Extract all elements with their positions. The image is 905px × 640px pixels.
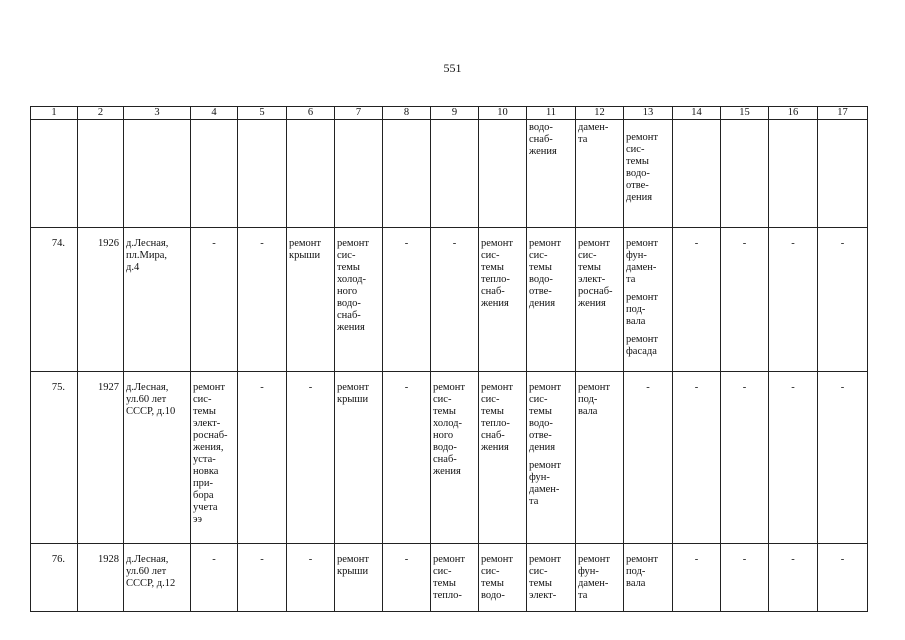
- cell-text-line: темы: [529, 262, 552, 273]
- cell-text-line: темы: [481, 578, 504, 589]
- cell-text-line: сис-: [481, 250, 500, 261]
- table-cell: [527, 544, 576, 612]
- table-cell: [527, 120, 576, 228]
- cell-text-line: водо-: [481, 590, 505, 601]
- table-cell: -: [769, 228, 818, 372]
- table-cell: -: [721, 372, 769, 544]
- cell-text-line: снаб-: [529, 134, 553, 145]
- cell-text-line: та: [626, 274, 636, 285]
- cell-text-line: при-: [193, 478, 213, 489]
- column-header: 1: [31, 107, 78, 120]
- table-cell: -: [624, 372, 673, 544]
- table-cell: -: [287, 372, 335, 544]
- table-cell: -: [769, 372, 818, 544]
- table-cell: -: [383, 544, 431, 612]
- table-cell: -: [287, 544, 335, 612]
- cell-text-line: ээ: [193, 514, 203, 525]
- cell-text-line: СССР, д.12: [126, 578, 176, 589]
- column-header: 2: [78, 107, 124, 120]
- table-cell: -: [431, 228, 479, 372]
- column-header: 11: [527, 107, 576, 120]
- cell-text-line: д.Лесная,: [126, 382, 169, 393]
- table-cell: [624, 228, 673, 372]
- table-cell: [479, 228, 527, 372]
- cell-text-line: темы: [481, 262, 504, 273]
- row-address: [124, 372, 191, 544]
- cell-text-line: сис-: [529, 250, 548, 261]
- column-header: 15: [721, 107, 769, 120]
- column-header: 4: [191, 107, 238, 120]
- table-cell: [576, 120, 624, 228]
- cell-text-line: дамен-: [578, 122, 609, 133]
- cell-text-line: темы: [193, 406, 216, 417]
- table-cell: -: [721, 544, 769, 612]
- table-cell: -: [818, 544, 868, 612]
- cell-text-line: вала: [626, 578, 646, 589]
- cell-text-line: жения: [481, 298, 509, 309]
- table-cell: -: [673, 228, 721, 372]
- continuation-row: [31, 120, 868, 228]
- column-header: 8: [383, 107, 431, 120]
- column-header: 17: [818, 107, 868, 120]
- cell-text-line: фасада: [626, 346, 657, 357]
- cell-text-line: СССР, д.10: [126, 406, 176, 417]
- cell-text-line: водо-: [433, 442, 457, 453]
- cell-text-line: водо-: [626, 168, 650, 179]
- table-row: [31, 544, 868, 612]
- table-cell: -: [818, 372, 868, 544]
- cell-text-line: ремонт: [626, 554, 659, 565]
- cell-text-line: ремонт: [193, 382, 226, 393]
- column-header: 5: [238, 107, 287, 120]
- cell-text-line: крыши: [289, 250, 321, 261]
- cell-text-line: снаб-: [433, 454, 457, 465]
- work-item: [529, 382, 573, 454]
- cell-text-line: пл.Мира,: [126, 250, 167, 261]
- cell-text-line: под-: [578, 394, 598, 405]
- cell-text-line: жения: [578, 298, 606, 309]
- table-cell: [287, 228, 335, 372]
- cell-text-line: та: [578, 590, 588, 601]
- work-item: [626, 334, 670, 358]
- column-header: 9: [431, 107, 479, 120]
- row-year: 1928: [78, 544, 124, 612]
- cell-text-line: жения: [433, 466, 461, 477]
- cell-text-line: темы: [481, 406, 504, 417]
- column-header: 6: [287, 107, 335, 120]
- table-cell: -: [238, 228, 287, 372]
- work-item: [626, 292, 670, 328]
- table-cell: [191, 372, 238, 544]
- column-number-row: [31, 107, 868, 120]
- cell-text-line: ремонт: [337, 554, 370, 565]
- table-cell: [431, 372, 479, 544]
- row-number: 75.: [31, 372, 78, 544]
- cell-text-line: снаб-: [481, 286, 505, 297]
- cell-text-line: ремонт: [337, 238, 370, 249]
- cell-text-line: бора: [193, 490, 214, 501]
- cell-text-line: дения: [529, 442, 556, 453]
- cell-text-line: темы: [529, 578, 552, 589]
- column-header: 13: [624, 107, 673, 120]
- cell-text-line: жения: [529, 146, 557, 157]
- cell-text-line: ремонт: [626, 132, 659, 143]
- cell-text-line: фун-: [578, 566, 599, 577]
- cell-text-line: дения: [626, 192, 653, 203]
- table-cell: [576, 372, 624, 544]
- cell-text-line: отве-: [529, 430, 552, 441]
- row-address: [124, 544, 191, 612]
- cell-text-line: ремонт: [529, 382, 562, 393]
- table-cell: -: [673, 372, 721, 544]
- table-cell: -: [818, 228, 868, 372]
- cell-text-line: снаб-: [481, 430, 505, 441]
- cell-text-line: ул.60 лет: [126, 394, 167, 405]
- table-cell: [624, 544, 673, 612]
- cell-text-line: ного: [337, 286, 358, 297]
- cell-text-line: сис-: [481, 566, 500, 577]
- table-cell: [431, 544, 479, 612]
- cell-text-line: водо-: [337, 298, 361, 309]
- cell-text-line: сис-: [337, 250, 356, 261]
- column-header: 3: [124, 107, 191, 120]
- column-header: 16: [769, 107, 818, 120]
- cell-text-line: ул.60 лет: [126, 566, 167, 577]
- cell-text-line: та: [529, 496, 539, 507]
- cell-text-line: ремонт: [529, 238, 562, 249]
- cell-text-line: дамен-: [578, 578, 609, 589]
- cell-text-line: сис-: [433, 394, 452, 405]
- cell-text-line: д.4: [126, 262, 140, 273]
- cell-text-line: ремонт: [626, 334, 659, 345]
- cell-text-line: ремонт: [529, 460, 562, 471]
- cell-text-line: вала: [578, 406, 598, 417]
- cell-text-line: вала: [626, 316, 646, 327]
- table-row: [31, 228, 868, 372]
- table-cell: -: [673, 544, 721, 612]
- cell-text-line: элект-: [578, 274, 606, 285]
- cell-text-line: под-: [626, 304, 646, 315]
- cell-text-line: снаб-: [337, 310, 361, 321]
- cell-text-line: под-: [626, 566, 646, 577]
- cell-text-line: ремонт: [626, 238, 659, 249]
- cell-text-line: сис-: [626, 144, 645, 155]
- cell-text-line: водо-: [529, 122, 553, 133]
- cell-text-line: водо-: [529, 274, 553, 285]
- row-year: 1926: [78, 228, 124, 372]
- cell-text-line: роснаб-: [578, 286, 613, 297]
- repair-schedule-table: [30, 106, 868, 612]
- cell-text-line: ремонт: [289, 238, 322, 249]
- cell-text-line: уста-: [193, 454, 216, 465]
- cell-text-line: ного: [433, 430, 454, 441]
- cell-text-line: крыши: [337, 394, 369, 405]
- row-year: 1927: [78, 372, 124, 544]
- cell-text-line: дения: [529, 298, 556, 309]
- cell-text-line: роснаб-: [193, 430, 228, 441]
- cell-text-line: учета: [193, 502, 218, 513]
- cell-text-line: новка: [193, 466, 219, 477]
- table-cell: -: [721, 228, 769, 372]
- cell-text-line: ремонт: [529, 554, 562, 565]
- cell-text-line: отве-: [529, 286, 552, 297]
- table-cell: -: [769, 544, 818, 612]
- cell-text-line: сис-: [481, 394, 500, 405]
- column-header: 12: [576, 107, 624, 120]
- cell-text-line: отве-: [626, 180, 649, 191]
- table-cell: [527, 372, 576, 544]
- cell-text-line: крыши: [337, 566, 369, 577]
- cell-text-line: темы: [529, 406, 552, 417]
- table-cell: [335, 228, 383, 372]
- table-cell: [576, 544, 624, 612]
- table-cell: -: [191, 544, 238, 612]
- cell-text-line: элект-: [529, 590, 557, 601]
- table-cell: [479, 372, 527, 544]
- cell-text-line: жения: [481, 442, 509, 453]
- cell-text-line: сис-: [578, 250, 597, 261]
- column-header: 10: [479, 107, 527, 120]
- cell-text-line: та: [578, 134, 588, 145]
- table-cell: -: [191, 228, 238, 372]
- cell-text-line: д.Лесная,: [126, 238, 169, 249]
- table-cell: [479, 544, 527, 612]
- cell-text-line: ремонт: [481, 382, 514, 393]
- table-cell: -: [383, 372, 431, 544]
- cell-text-line: ремонт: [433, 554, 466, 565]
- column-header: 14: [673, 107, 721, 120]
- row-number: 76.: [31, 544, 78, 612]
- table-cell: -: [238, 372, 287, 544]
- table-cell: [335, 544, 383, 612]
- cell-text-line: ремонт: [578, 554, 611, 565]
- cell-text-line: ремонт: [578, 238, 611, 249]
- cell-text-line: тепло-: [433, 590, 462, 601]
- cell-text-line: ремонт: [626, 292, 659, 303]
- cell-text-line: темы: [337, 262, 360, 273]
- table-cell: -: [238, 544, 287, 612]
- cell-text-line: тепло-: [481, 418, 510, 429]
- cell-text-line: ремонт: [481, 554, 514, 565]
- cell-text-line: элект-: [193, 418, 221, 429]
- cell-text-line: ремонт: [433, 382, 466, 393]
- cell-text-line: жения,: [193, 442, 224, 453]
- cell-text-line: жения: [337, 322, 365, 333]
- cell-text-line: сис-: [193, 394, 212, 405]
- cell-text-line: ремонт: [337, 382, 370, 393]
- row-number: 74.: [31, 228, 78, 372]
- cell-text-line: фун-: [626, 250, 647, 261]
- cell-text-line: дамен-: [529, 484, 560, 495]
- table-cell: [527, 228, 576, 372]
- cell-text-line: холод-: [337, 274, 366, 285]
- table-row: [31, 372, 868, 544]
- cell-text-line: дамен-: [626, 262, 657, 273]
- table-cell: [576, 228, 624, 372]
- cell-text-line: тепло-: [481, 274, 510, 285]
- cell-text-line: сис-: [433, 566, 452, 577]
- table-cell: [624, 120, 673, 228]
- cell-text-line: фун-: [529, 472, 550, 483]
- work-item: [626, 238, 670, 286]
- column-header: 7: [335, 107, 383, 120]
- cell-text-line: ремонт: [481, 238, 514, 249]
- cell-text-line: сис-: [529, 566, 548, 577]
- table-cell: [335, 372, 383, 544]
- row-address: [124, 228, 191, 372]
- cell-text-line: д.Лесная,: [126, 554, 169, 565]
- cell-text-line: холод-: [433, 418, 462, 429]
- cell-text-line: темы: [578, 262, 601, 273]
- cell-text-line: сис-: [529, 394, 548, 405]
- work-item: [529, 460, 573, 508]
- table-cell: -: [383, 228, 431, 372]
- cell-text-line: темы: [626, 156, 649, 167]
- cell-text-line: темы: [433, 406, 456, 417]
- cell-text-line: водо-: [529, 418, 553, 429]
- cell-text-line: темы: [433, 578, 456, 589]
- cell-text-line: ремонт: [578, 382, 611, 393]
- page-number: 551: [443, 61, 462, 75]
